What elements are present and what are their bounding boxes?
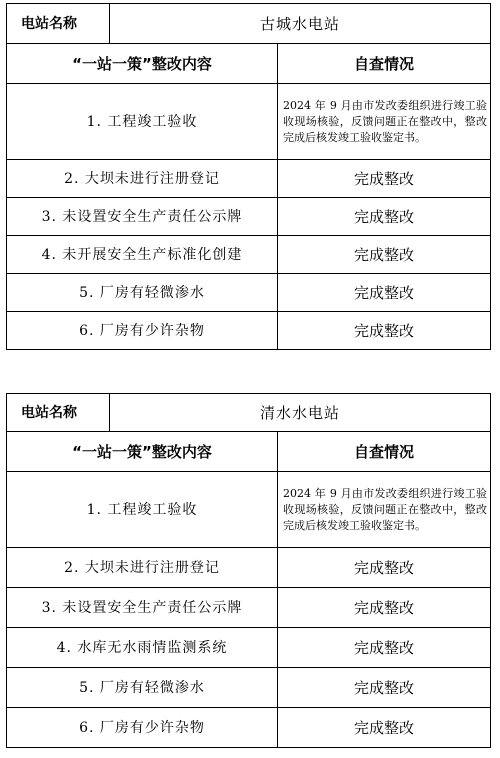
item-content: 6. 厂房有少许杂物 [7,708,278,748]
item-status: 完成整改 [278,708,491,748]
station-table-guchen [6,3,490,350]
item-status: 完成整改 [278,236,491,274]
station-name-label: 电站名称 [7,4,110,44]
header-rectification-content: “一站一策”整改内容 [7,432,278,472]
station-name: 清水水电站 [110,394,491,432]
header-self-check: 自查情况 [278,432,491,472]
item-content: 2. 大坝未进行注册登记 [7,160,278,198]
item-status: 完成整改 [278,160,491,198]
item-content: 4. 未开展安全生产标准化创建 [7,236,278,274]
item-content: 2. 大坝未进行注册登记 [7,548,278,588]
item-content: 1. 工程竣工验收 [7,84,278,160]
item-content: 5. 厂房有轻微渗水 [7,668,278,708]
item-status: 完成整改 [278,198,491,236]
item-status-note: 2024 年 9 月由市发改委组织进行竣工验收现场核验，反馈问题正在整改中，整改完成后核发竣工验收鉴定书。 [278,84,491,160]
item-content: 3. 未设置安全生产责任公示牌 [7,198,278,236]
rectification-table [6,393,491,748]
station-table-qingshui [6,393,490,748]
station-name: 古城水电站 [110,4,491,44]
item-status: 完成整改 [278,548,491,588]
rectification-table [6,3,491,350]
station-name-label: 电站名称 [7,394,110,432]
item-status: 完成整改 [278,668,491,708]
item-content: 4. 水库无水雨情监测系统 [7,628,278,668]
item-content: 6. 厂房有少许杂物 [7,312,278,350]
header-self-check: 自查情况 [278,44,491,84]
header-rectification-content: “一站一策”整改内容 [7,44,278,84]
item-status-note: 2024 年 9 月由市发改委组织进行竣工验收现场核验，反馈问题正在整改中，整改完成后核发竣工验收鉴定书。 [278,472,491,548]
item-content: 1. 工程竣工验收 [7,472,278,548]
item-status: 完成整改 [278,274,491,312]
item-status: 完成整改 [278,312,491,350]
item-status: 完成整改 [278,628,491,668]
item-status: 完成整改 [278,588,491,628]
item-content: 3. 未设置安全生产责任公示牌 [7,588,278,628]
item-content: 5. 厂房有轻微渗水 [7,274,278,312]
